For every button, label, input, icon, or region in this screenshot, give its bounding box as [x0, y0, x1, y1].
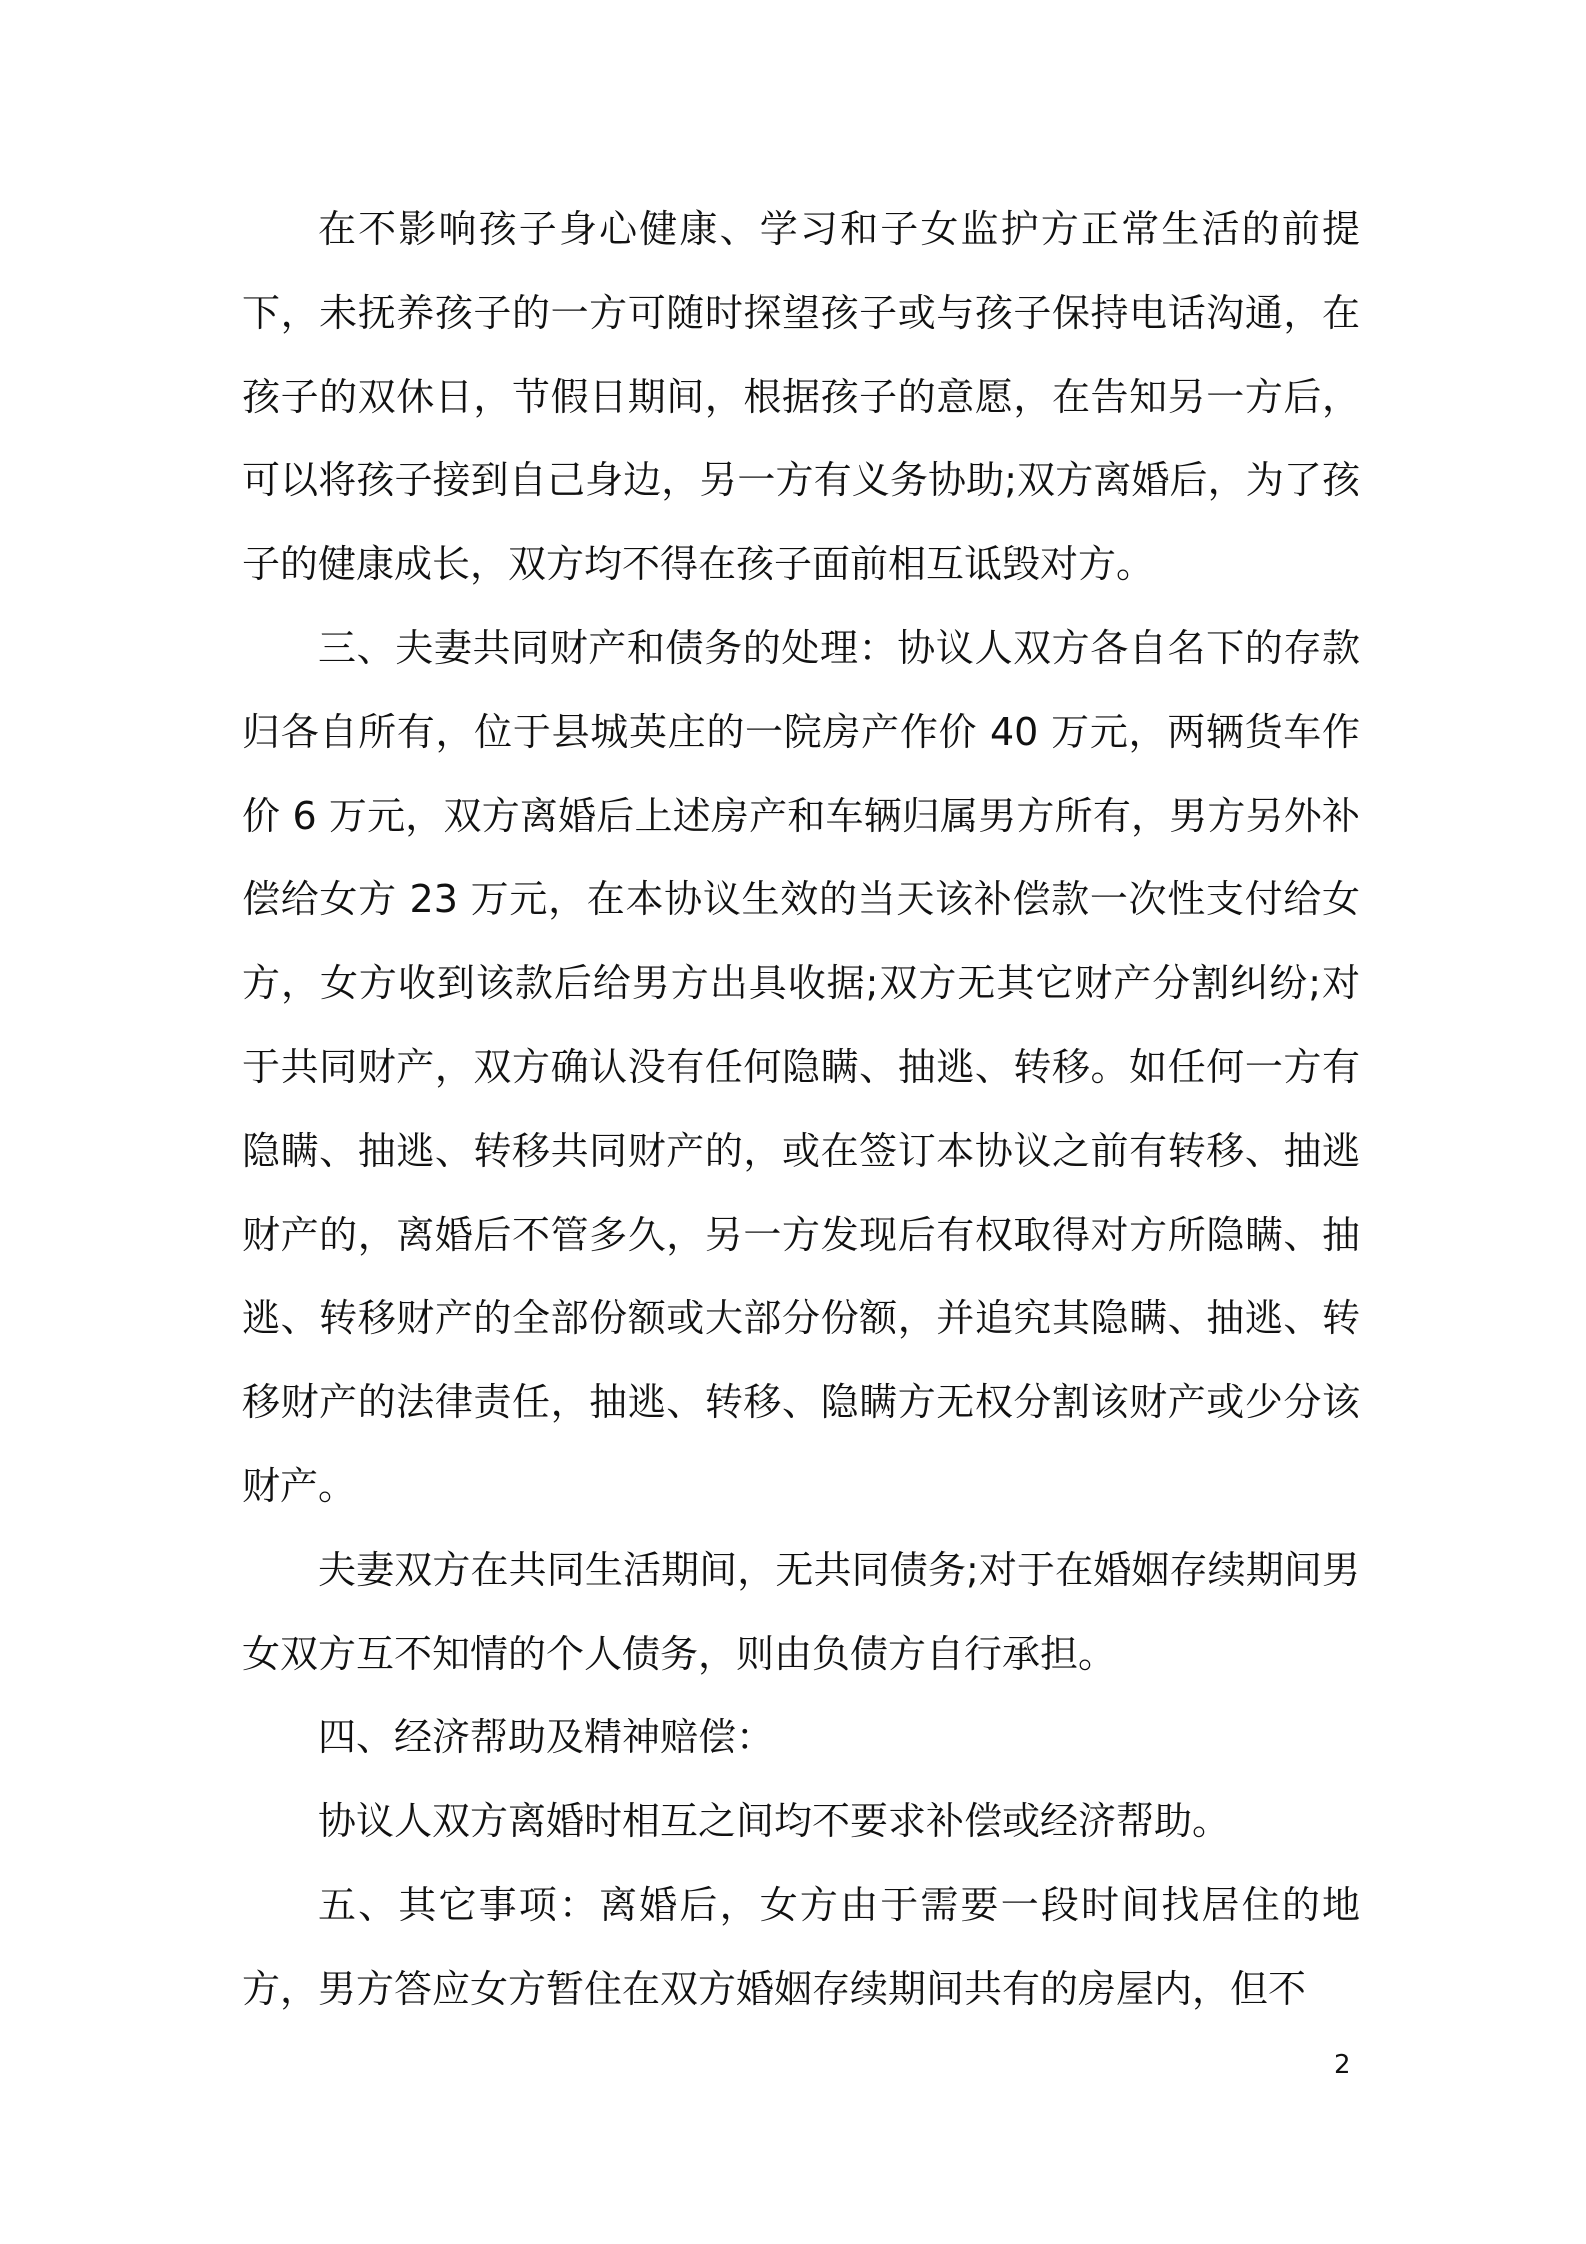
paragraph-property-and-debt: 三、夫妻共同财产和债务的处理：协议人双方各自名下的存款归各自所有，位于县城英庄的一院房产作价 40 万元，两辆货车作价 6 万元，双方离婚后上述房产和车辆归属男方所有，男方另外补偿给女方 23 万元，在本协议生效的当天该补偿款一次性支付给女方，女方收到该款后给男方出具收据;双方无其它财产分割纠纷;对于共同财产，双方确认没有任何隐瞒、抽逃、转移。如任何一方有隐瞒、抽逃、转移共同财产的，或在签订本协议之前有转移、抽逃财产的，离婚后不管多久，另一方发现后有权取得对方所隐瞒、抽逃、转移财产的全部份额或大部分份额，并追究其隐瞒、抽逃、转移财产的法律责任，抽逃、转移、隐瞒方无权分割该财产或少分该财产。 [242, 625, 1360, 1508]
document-body [242, 188, 1360, 2032]
page-number: 2 [1334, 2050, 1351, 2080]
paragraph-shared-debt: 夫妻双方在共同生活期间，无共同债务;对于在婚姻存续期间男女双方互不知情的个人债务，则由负债方自行承担。 [242, 1547, 1360, 1676]
paragraph-no-compensation: 协议人双方离婚时相互之间均不要求补偿或经济帮助。 [318, 1799, 1231, 1844]
paragraph-visitation: 在不影响孩子身心健康、学习和子女监护方正常生活的前提下，未抚养孩子的一方可随时探望孩子或与孩子保持电话沟通，在孩子的双休日，节假日期间，根据孩子的意愿，在告知另一方后，可以将孩子接到自己身边，另一方有义务协助;双方离婚后，为了孩子的健康成长，双方均不得在孩子面前相互诋毁对方。 [242, 207, 1360, 587]
paragraph-other-matters: 五、其它事项：离婚后，女方由于需要一段时间找居住的地方，男方答应女方暂住在双方婚姻存续期间共有的房屋内，但不 [242, 1882, 1360, 2011]
heading-economic-help: 四、经济帮助及精神赔偿： [318, 1715, 775, 1760]
